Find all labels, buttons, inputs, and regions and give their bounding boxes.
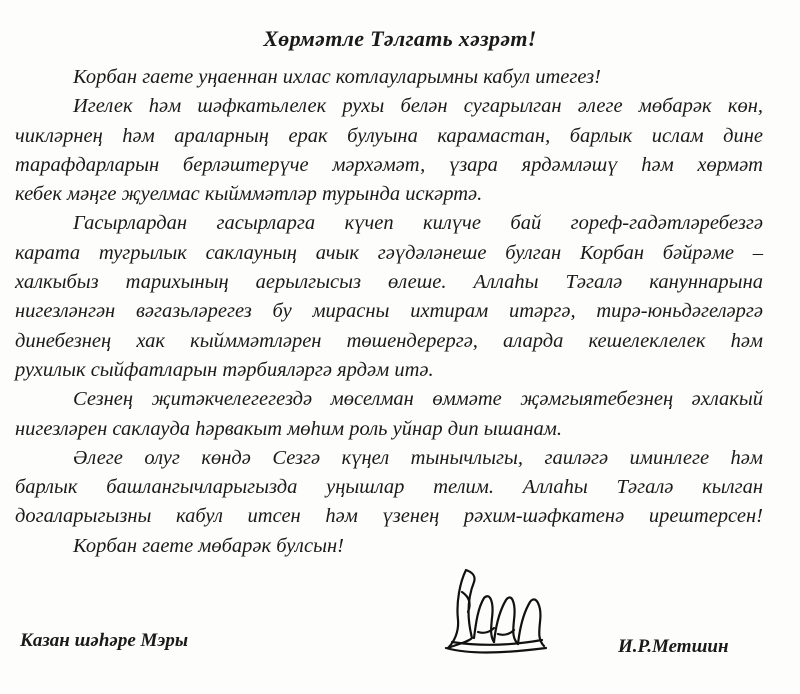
text-line: карата тугрылык саклауның ачык гәүдәләнеше булган Корбан бәйрәме – — [15, 241, 763, 264]
text-line: Әлеге олуг көндә Сезгә күңел тынычлыгы, гаиләгә иминлеге һәм — [73, 446, 763, 469]
text-line: Сезнең җитәкчелегегездә мөселман өммәте җәмгыятебезнең әхлакый — [73, 388, 763, 411]
text-line: чикләрнең һәм араларның ерак булуына карамастан, барлык ислам дине — [15, 124, 763, 147]
letter-body — [15, 63, 763, 561]
paragraph — [15, 209, 763, 385]
salutation-heading: Хөрмәтле Тәлгать хәзрәт! — [263, 26, 537, 51]
signatory-name: И.Р.Метшин — [618, 636, 729, 657]
position-title: Казан шәһәре Мэры — [20, 630, 189, 651]
paragraph — [15, 444, 763, 532]
paragraph — [15, 92, 763, 209]
text-line: нигезләнгән вәгазьләрегез бу мирасны ихтирам итәргә, тирә-юньдәгеләргә — [15, 300, 763, 323]
text-line: Игелек һәм шәфкатьлелек рухы белән сугарылган әлеге мөбарәк көн, — [73, 95, 763, 118]
paragraph — [73, 63, 763, 92]
text-line: тарафдарларын берләштерүче мәрхәмәт, үзара ярдәмләшү һәм хөрмәт — [15, 153, 763, 176]
paragraph — [15, 385, 763, 444]
text-line: халкыбыз тарихының аерылгысыз өлеше. Аллаһы Тәгалә кануннарына — [15, 271, 763, 294]
text-line: рухилык сыйфатларын тәрбияләргә ярдәм итә. — [15, 358, 434, 381]
paragraph — [73, 532, 763, 561]
text-line: барлык башлангычларыгызда уңышлар телим. Аллаһы Тәгалә кылган — [15, 476, 763, 499]
text-line: кебек мәңге җуелмас кыйммәтләр турында искәртә. — [15, 183, 483, 206]
text-line: Гасырлардан гасырларга күчеп килүче бай гореф-гадәтләребезгә — [73, 212, 763, 235]
text-line: Корбан гаете мөбарәк булсын! — [73, 534, 345, 557]
text-line: нигезләрен саклауда һәрвакыт мөһим роль уйнар дип ышанам. — [15, 417, 562, 440]
text-line: Корбан гаете уңаеннан ихлас котлауларымны кабул итегез! — [73, 66, 602, 88]
text-line: динебезнең хак кыйммәтләрен төшендерергә, аларда кешелеклелек һәм — [15, 329, 763, 352]
handwritten-signature — [438, 562, 558, 662]
text-line: догаларыгызны кабул итсен һәм үзенең рәхим-шәфкатенә ирештерсен! — [15, 505, 763, 528]
